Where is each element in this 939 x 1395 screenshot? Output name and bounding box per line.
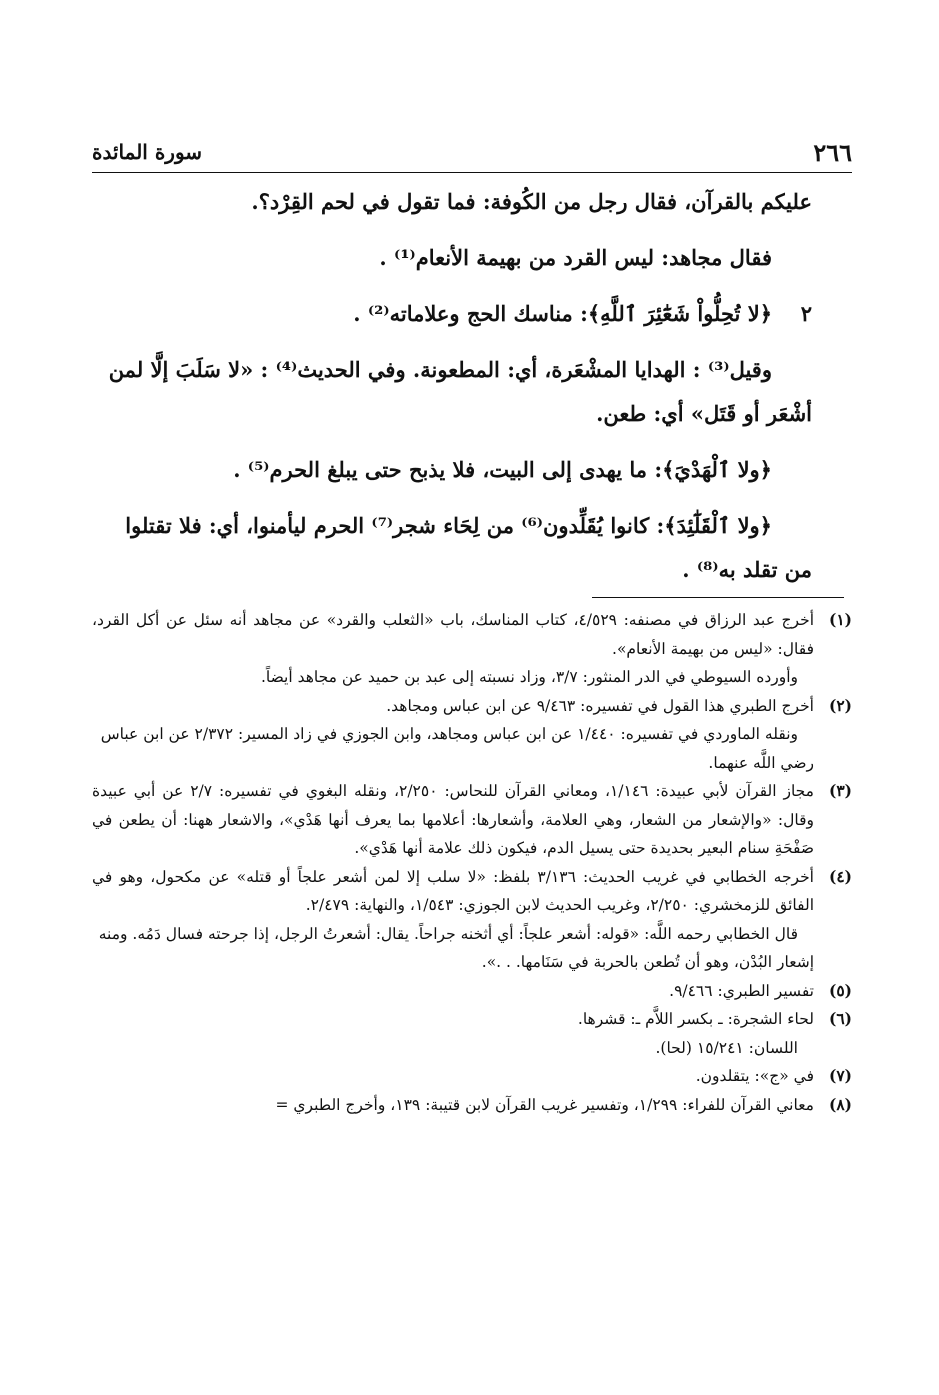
footnotes	[92, 606, 852, 1119]
paragraph: ﴿ولا ٱلْهَدْيَ﴾: ما يهدى إلى البيت، فلا يذبح حتى يبلغ الحرم⁽⁵⁾ .	[233, 457, 772, 482]
footnote	[92, 863, 852, 920]
paragraph: وقيل⁽³⁾ : الهدايا المشْعَرة، أي: المطعونة. وفي الحديث⁽⁴⁾ : «لا سَلَبَ إلَّا لمن أشْعَر أو قَتَل» أي: طعن.	[108, 357, 812, 426]
running-title: سورة المائدة	[92, 140, 203, 164]
paragraph: فقال مجاهد: ليس القرد من بهيمة الأنعام⁽¹⁾ .	[379, 245, 772, 270]
footnote-text: تفسير الطبري: ٩/٤٦٦.	[669, 981, 814, 1000]
footnote	[92, 1062, 852, 1091]
footnote-number: (٦)	[828, 1009, 852, 1028]
footnote-text: مجاز القرآن لأبي عبيدة: ١/١٤٦، ومعاني القرآن للنحاس: ٢/٢٥٠، ونقله البغوي في تفسيره: ٢/٧ عن أبي عبيدة وقال: «والإشعار من الشعار، وهي العلامة، وأشعارها: أعلامها بما يعرف أنها هَدْي»، والاشعار ههنا: أن يطعن في صَفْحَةِ سنام البعير بحديدة حتى يسيل الدم، فيكون ذلك علامة أنها هَدْي».	[92, 782, 814, 857]
footnote-continuation: قال الخطابي رحمه اللَّه: «قوله: أشعر علجاً: أي أثخنه جراحاً. يقال: أشعرتُ الرجل، إذا جرحته فسال دَمُه. ومنه إشعار البُدْن، وهو أن تُطعن بالحربة في سَنَامها. . .».	[98, 924, 814, 971]
paragraph: عليكم بالقرآن، فقال رجل من الكُوفة: فما تقول في لحم القِرْد؟.	[251, 189, 812, 214]
footnote	[92, 777, 852, 863]
footnote-number: (١)	[828, 610, 852, 629]
footnote-number: (٧)	[828, 1066, 852, 1085]
footnote-number: (٥)	[828, 980, 852, 1000]
footnote	[92, 1005, 852, 1034]
footnote-text: معاني القرآن للفراء: ١/٢٩٩، وتفسير غريب القرآن لابن قتيبة: ١٣٩، وأخرج الطبري =	[275, 1095, 814, 1114]
page-header	[92, 138, 852, 170]
verse-paragraph	[100, 292, 812, 336]
footnote-continuation: ونقله الماوردي في تفسيره: ١/٤٤٠ عن ابن عباس ومجاهد، وابن الجوزي في زاد المسير: ٢/٣٧٢ عن ابن عباس رضي اللَّه عنهما.	[100, 725, 814, 772]
page-number: ٢٦٦	[813, 138, 852, 167]
header-divider	[92, 172, 852, 173]
footnote-text: أخرجه الخطابي في غريب الحديث: ٣/١٣٦ بلفظ: «لا سلب إلا لمن أشعر علجاً أو قتله» عن مكحول، وهو في الفائق للزمخشري: ٢/٢٥٠، وغريب الحديث لابن الجوزي: ١/٥٤٣، والنهاية: ٢/٤٧٩.	[92, 867, 814, 914]
footnote-text: لحاء الشجرة: ـ بكسر اللاَّم ـ: قشرها.	[577, 1010, 814, 1028]
footnote-continuation: اللسان: ١٥/٢٤١ (لحا).	[655, 1038, 798, 1057]
footnote-divider	[592, 597, 844, 598]
footnote	[92, 692, 852, 721]
footnote-continuation: وأورده السيوطي في الدر المنثور: ٣/٧، وزاد نسبته إلى عبد بن حميد عن مجاهد أيضاً.	[260, 668, 798, 686]
footnote-text: أخرج عبد الرزاق في مصنفه: ٤/٥٢٩، كتاب المناسك، باب «الثعلب والقرد» عن مجاهد أنه سئل عن أكل القرد، فقال: «ليس من بهيمة الأنعام».	[92, 611, 814, 658]
footnote-number: (٣)	[828, 781, 852, 800]
footnote	[92, 606, 852, 663]
footnote-text: أخرج الطبري هذا القول في تفسيره: ٩/٤٦٣ عن ابن عباس ومجاهد.	[386, 696, 814, 715]
footnote	[92, 1091, 852, 1120]
footnote	[92, 977, 852, 1006]
main-text	[92, 180, 852, 604]
footnote-text: في «ج»: يتقلدون.	[695, 1067, 814, 1085]
verse-text: ﴿لا تُحِلُّواْ شَعَٰٓئِرَ ٱللَّهِ﴾: مناسك الحج وعلاماته⁽²⁾ .	[353, 301, 772, 326]
footnote-number: (٨)	[828, 1094, 852, 1114]
verse-number: ٢	[800, 301, 812, 326]
footnote-number: (٢)	[828, 695, 852, 715]
paragraph: ﴿ولا ٱلْقَلَٰٓئِدَ﴾: كانوا يُقَلِّدون⁽⁶⁾ من لِحَاء شجر⁽⁷⁾ الحرم ليأمنوا، أي: فلا تقتلوا من تقلد به⁽⁸⁾ .	[125, 513, 812, 582]
footnote-number: (٤)	[828, 866, 852, 886]
